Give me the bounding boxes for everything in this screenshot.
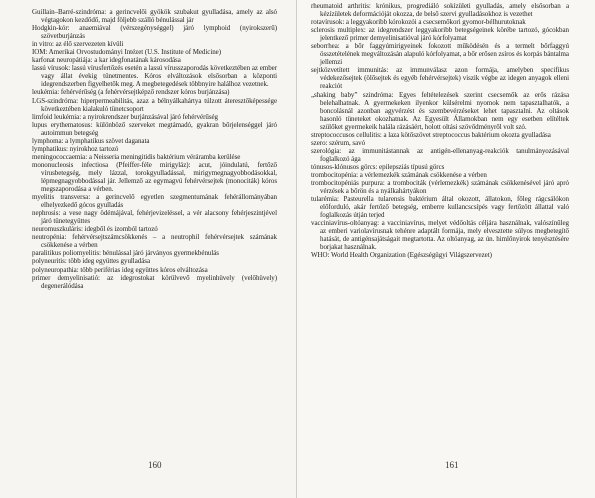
- glossary-entry: polyneuropathia: több periférias ideg együttes kóros elváltozása: [32, 265, 208, 274]
- page-number: 160: [148, 460, 162, 470]
- glossary-entry: lupus erythematosus: különböző szerveket megtámadó, gyakran bőrjelenséggel járó autoimmun betegség: [32, 120, 277, 137]
- glossary-entry: neuromuszkuláris: idegből és izomból tartozó: [32, 225, 158, 234]
- glossary-entry: lassú vírusok: lassú vírusfertőzés esetén a lassú vírusszaporodás következtében az ember vagy állat évekig tünetmentes. Kóros elváltozások elsősorban a központi idegrendszerben figyelhetők meg. A megbetegedések többnyire halálhoz vezetnek.: [32, 64, 277, 89]
- glossary-entry: meningococcaemia: a Neisseria meningitidis baktérium véráramba kerülése: [32, 152, 241, 161]
- glossary-entry: szero: szérum, savó: [311, 138, 366, 147]
- glossary-entry: primer demyelinisatió: az idegrostokat körülvevő myelinhüvely (velőhüvely) degenerálódása: [32, 273, 277, 290]
- glossary-entry: neutropénia: fehérvérsejtszámcsökkenés – a neutrophil fehérvérsejtek számának csökkenése a vérben: [32, 233, 277, 250]
- glossary-entry: leukémia: fehérvérűség (a fehérvérsejtképző rendszer kóros burjánzása): [32, 88, 230, 97]
- glossary-entry: WHO: World Health Organization (Egészségügyi Világszervezet): [311, 251, 492, 260]
- glossary-entry: LGS-szindróma: hiperpermeabilitás, azaz a bélnyálkahártya túlzott áteresztőképessége következtében kialakuló tünetcsoport: [32, 96, 277, 113]
- glossary-list-right: [311, 2, 569, 260]
- glossary-entry: trombocitopénia: a vérlemezkék számának csökkenése a vérben: [311, 170, 487, 179]
- glossary-entry: lymphatikus: nyirokhoz tartozó: [32, 144, 119, 153]
- glossary-entry: streptococcusos cellulitis: a laza kötőszövet streptococcus baktérium okozta gyulladása: [311, 130, 551, 139]
- glossary-entry: mononucleosis infectiosa (Pfeiffer-féle mirigyláz): acut, jóindulatú, fertőző vírusbetegség, mely lázzal, torokgyulladással, mirigymegnagyobbodásokkal, lépmegnagyobbodással jár. Jellemző az egymagvú fehérvérsejtek (monociták) kóros megszaporodása a vérben.: [32, 160, 277, 194]
- glossary-entry: szerológia: az immunitástannak az antigén-ellenanyag-reakciók tanulmányozásával foglalkozó ága: [311, 146, 569, 163]
- glossary-entry: paralitikus poliomyelitis: bénulással járó járványos gyermekbénulás: [32, 249, 219, 258]
- glossary-entry: Guillain–Barré-szindróma: a gerincvelői gyökök szubakut gyulladása, amely az alsó végtagokon kezdődő, majd följebb szálló bénulással jár: [32, 8, 277, 25]
- glossary-entry: rotavírusok: a leggyakoribb kórokozói a csecsemőkori gyomor-bélhurutoknak: [311, 18, 526, 27]
- glossary-entry: polyneuritis: több ideg együttes gyulladása: [32, 257, 150, 266]
- left-page: [0, 0, 297, 498]
- glossary-entry: vacciniavírus-oltóanyag: a vacciniavírus, melyet védőoltás céljára használnak, valószínűleg az emberi variolavírusnak tehénre adaptált formája, mely elvesztette súlyos megbetegítő hatását, de antigénsajátságait megtartotta. Az oltóanyag, az ún. himlőnyirok tenyésztésére borjakat használnak.: [311, 219, 569, 252]
- glossary-entry: limfoid leukémia: a nyirokrendszer burjánzásával járó fehérvérűség: [32, 112, 219, 121]
- glossary-list-left: [32, 8, 277, 290]
- glossary-entry: tularémia: Pasteurella tularensis baktérium által okozott, állatokon, főleg rágcsálókon előforduló, akár fertőző betegség, emberre kullancscsípés vagy fertőzött állattal való foglalkozás útján terjed: [311, 195, 569, 220]
- glossary-entry: lymphoma: a lymphatikus szövet daganata: [32, 136, 150, 145]
- glossary-entry: rheumatoid arthritis: krónikus, progrediáló sokízületi gyulladás, amely elsősorban a kézízületek deformációját okozza, de belső szervi gyulladásokhoz is vezethet: [311, 2, 569, 19]
- glossary-entry: sejtközvetített immunitás: az immunválasz azon formája, amelyben specifikus védekezősejtek (ölősejtek és egyéb fehérvérsejtek) viszik végbe az idegen anyagok elleni reakciót: [311, 66, 569, 91]
- glossary-entry: nephrosis: a vese nagy ödémájával, fehérjevizeléssel, a vér alacsony fehérjeszintjével járó tünetegyüttes: [32, 209, 277, 226]
- glossary-entry: karfonat neuropátiája: a kar idegfonatának károsodása: [32, 56, 181, 65]
- right-page: [297, 0, 595, 498]
- glossary-entry: trombocitopéniás purpura: a trombociták (vérlemezkék) számának csökkenésével járó apró vérzések a bőrön és a nyálkahártyákon: [311, 179, 569, 196]
- glossary-entry: tónusos-klónusos görcs: epilepsziás típusú görcs: [311, 162, 445, 171]
- glossary-entry: in vitro: az élő szervezeten kívüli: [32, 40, 124, 49]
- glossary-entry: Hodgkin-kór: anaemiával (vérszegénységgel) járó lymphoid (nyirokszerű) szövetburjánzás: [32, 24, 277, 41]
- glossary-entry: seborrhea: a bőr faggyúmirigyeinek fokozott működésén és a termelt bőrfaggyú összetételének megváltozásán alapuló kórfolyamat, a bőr erősen zsíros és korpás bántalma jellemzi: [311, 42, 569, 67]
- page-number: 161: [445, 460, 459, 470]
- glossary-entry: „shaking baby” szindróma: Egyes feltételezések szerint csecsemők az erős rázása belehalhatnak. A gyermekeken ilyenkor külsérelmi nyomok nem tapasztalhatók, a boncolásnál azonban agyvérzést és szembevérzéseket lehet tapasztalni. Az oltások hasonló tüneteket okozhatnak. Az Egyesült Államokban nem egy esetben elítéltek szülőket gyermekeik halála rázásáért, holott oltási szövődményről volt szó.: [311, 90, 569, 131]
- glossary-entry: IOM: Amerikai Orvostudományi Intézet (U.S. Institute of Medicine): [32, 48, 222, 57]
- glossary-entry: sclerosis multiplex: az idegrendszer leggyakoribb betegségeinek körébe tartozó, gócokban jelentkező primer demyelinisatióval járó kórfolyamat: [311, 26, 569, 43]
- glossary-entry: myelitis transversa: a gerincvelő egyetlen szegmentumának fehérállományában elhelyezkedő gócos gyulladás: [32, 193, 277, 210]
